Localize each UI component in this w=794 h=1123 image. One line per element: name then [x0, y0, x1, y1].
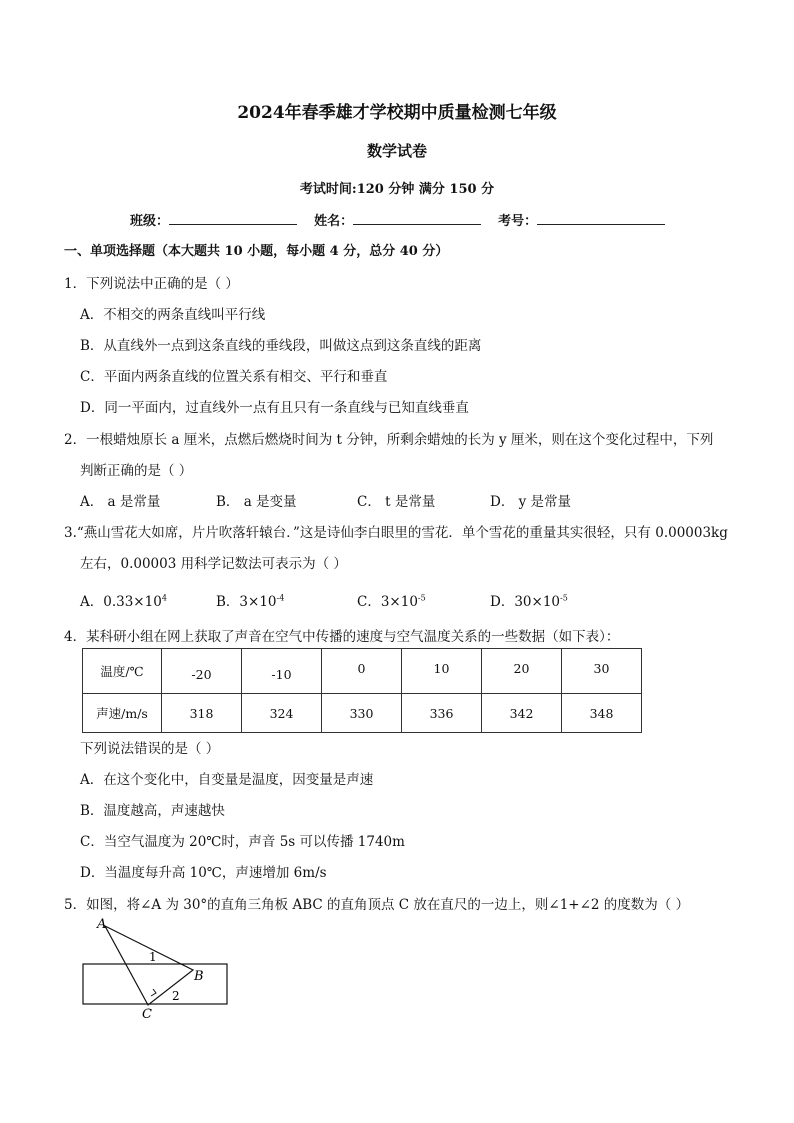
q1-option-c: C．平面内两条直线的位置关系有相交、平行和垂直 [80, 369, 388, 385]
q1-option-a: A．不相交的两条直线叫平行线 [80, 307, 266, 323]
table-cell: -10 [242, 649, 322, 694]
table-cell: 318 [162, 694, 242, 733]
exam-subtitle: 数学试卷 [366, 142, 427, 160]
table-header-speed: 声速/m/s [83, 694, 162, 733]
q3-option-b: B．$3\times 10^{-4}$ [216, 593, 285, 610]
class-label: 班级： [130, 214, 170, 229]
q2-option-b: B． a 是变量 [216, 494, 297, 510]
exam-title: 2024年春季雄才学校期中质量检测七年级 [237, 103, 557, 123]
table-cell: 330 [322, 694, 402, 733]
q3-stem-line2: 左右，0.00003 用科学记数法可表示为（ ） [80, 556, 347, 572]
q3-stem-line1: 3.“燕山雪花大如席，片片吹落轩辕台．”这是诗仙李白眼里的雪花．单个雪花的重量其实很轻，只有 0.00003kg [64, 525, 728, 541]
q4-option-a: A．在这个变化中，自变量是温度，因变量是声速 [80, 772, 374, 788]
student-info-row [130, 210, 665, 229]
ruler-rectangle [83, 964, 227, 1004]
q1-stem: 1．下列说法中正确的是（ ） [64, 276, 239, 292]
number-blank[interactable] [537, 212, 665, 225]
class-blank[interactable] [169, 212, 297, 225]
table-cell: 20 [482, 649, 562, 694]
table-cell: 0 [322, 649, 402, 694]
name-blank[interactable] [353, 212, 481, 225]
q2-stem-line1: 2．一根蜡烛原长 a 厘米，点燃后燃烧时间为 t 分钟，所剩余蜡烛的长为 y 厘米，则在这个变化过程中，下列 [64, 432, 714, 448]
number-label: 考号： [498, 214, 538, 229]
triangle-abc [105, 926, 193, 1005]
q3-option-d: D．$30\times 10^{-5}$ [490, 593, 568, 610]
table-row-temperature [83, 649, 642, 694]
q2-option-a: A． a 是常量 [80, 494, 161, 510]
table-cell: 342 [482, 694, 562, 733]
q4-question: 下列说法错误的是（ ） [80, 741, 220, 757]
label-a: A [97, 917, 107, 932]
q4-option-c: C．当空气温度为 20℃时，声音 5s 可以传播 1740m [80, 834, 405, 850]
table-row-speed [83, 694, 642, 733]
q2-option-d: D． y 是常量 [490, 494, 572, 510]
table-header-temperature: 温度/℃ [83, 649, 162, 694]
q4-stem: 4．某科研小组在网上获取了声音在空气中传播的速度与空气温度关系的一些数据（如下表）： [64, 629, 620, 645]
angle-2-label: 2 [172, 989, 180, 1003]
q1-option-b: B．从直线外一点到这条直线的垂线段，叫做这点到这条直线的距离 [80, 338, 482, 354]
section-heading: 一、单项选择题（本大题共 10 小题，每小题 4 分，总分 40 分） [64, 244, 449, 259]
table-cell: 10 [402, 649, 482, 694]
table-cell: 348 [562, 694, 642, 733]
q3-option-a: A．$0.33\times 10^4$ [80, 593, 167, 610]
q2-stem-line2: 判断正确的是（ ） [80, 463, 193, 479]
q5-stem: 5．如图，将∠A 为 30°的直角三角板 ABC 的直角顶点 C 放在直尺的一边上，则∠1+∠2 的度数为（ ） [64, 897, 690, 913]
triangle-ruler-figure [80, 914, 240, 1024]
table-cell: -20 [162, 649, 242, 694]
label-b: B [194, 969, 204, 984]
q4-option-b: B．温度越高，声速越快 [80, 803, 225, 819]
table-cell: 324 [242, 694, 322, 733]
table-cell: 30 [562, 649, 642, 694]
exam-info: 考试时间:120 分钟 满分 150 分 [299, 182, 495, 197]
q3-option-c: C．$3\times 10^{-5}$ [357, 593, 426, 610]
q1-option-d: D．同一平面内，过直线外一点有且只有一条直线与已知直线垂直 [80, 400, 469, 416]
q4-option-d: D．当温度每升高 10℃，声速增加 6m/s [80, 865, 327, 881]
table-cell: 336 [402, 694, 482, 733]
name-label: 姓名： [314, 214, 354, 229]
angle-1-label: 1 [149, 950, 157, 964]
speed-temperature-table [82, 648, 642, 733]
right-angle-mark [151, 989, 156, 996]
q2-option-c: C． t 是常量 [357, 494, 436, 510]
label-c: C [142, 1007, 152, 1022]
